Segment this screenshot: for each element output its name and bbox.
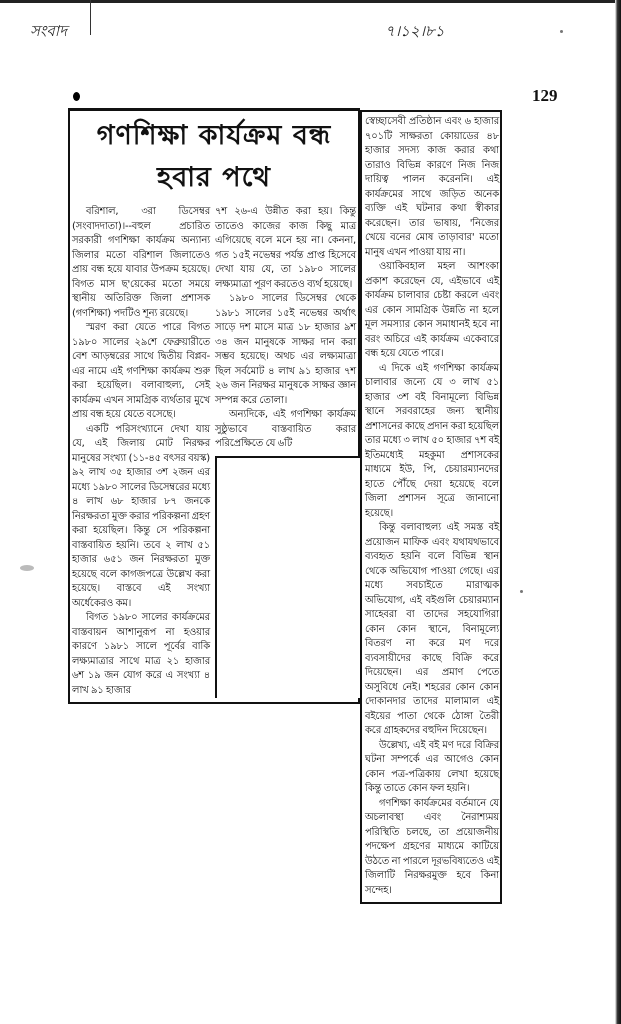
article-column-2-wrap [215,205,356,698]
headline-line-2: হবার পথে [157,162,271,193]
paragraph: অন্যদিকে, এই গণশিক্ষা কার্যক্রম সুষ্ঠুভাবে বাস্তবায়িত করার পরিপ্রেক্ষিতে যে ৬টি [215,409,356,449]
paragraph: স্বেচ্ছাসেবী প্রতিষ্ঠান এবং ৬ হাজার ৭০১টি সাক্ষরতা কোয়াডের ৪৮ হাজার সদস্য কাজ করার কথা তারাও বিভিন্ন কারণে নিজ নিজ দায়িত্ব পালন করেননি। এই কার্যক্রমের সাথে জড়িত অনেক ব্যক্তি এই ঘটনার কথা স্বীকার করেছেন। তার ভাষায়, 'নিজের খেয়ে বনের মোষ তাড়াবার' মতো মানুষ এখন পাওয়া যায় না। [365,116,499,258]
paragraph: ওয়াকিবহাল মহল আশংকা প্রকাশ করেছেন যে, এইভাবে এই কার্যক্রম চালাবার চেষ্টা করলে এবং এর কোন সামগ্রিক উন্নতি না হলে মূল সমস্যার কোন সমাধানই হবে না বরং অচিরে এই কার্যক্রম একেবারে বন্ধ হয়ে যেতে পারে। [365,261,499,359]
scan-noise [20,565,34,571]
margin-line [90,0,91,35]
page-number: 129 [532,86,558,105]
paragraph: এ দিকে এই গণশিক্ষা কার্যক্রম চালাবার জন্যে যে ৩ লাখ ৫১ হাজার ৩শ বই বিনামূল্যে বিভিন্ন স্থানে সরবরাহের জন্য স্থানীয় প্রশাসনের কাছে প্রদান করা হয়েছিল তার মধ্যে ৩ লাখ ৫০ হাজার ৭শ বই ইতিমধ্যেই মহকুমা প্রশাসকের মাধ্যমে ইউ, পি, চেয়ারম্যানদের হাতে পৌঁছে দেয়া হয়েছে বলে জিলা প্রশাসন সূত্রে জানানো হয়েছে। [365,362,499,519]
paragraph: বিগত ১৯৮০ সালের কার্যক্রমের বাস্তবায়ন আশানুরূপ না হওয়ার কারণে ১৯৮১ সালে পূর্বের বাকি লক্ষ্যমাত্রার সাথে মাত্র ২১ হাজার ৬শ ১৯ জন যোগ করে এ সংখ্যা ৪ লাখ ৯১ হাজার [72,612,210,696]
paragraph: গণশিক্ষা কার্যক্রমের বর্তমানে যে অচলাবস্থা এবং নৈরাশ্যময় পরিস্থিতি চলছে, তা প্রয়োজনীয় পদক্ষেপ গ্রহণের মাধ্যমে কাটিয়ে উঠতে না পারলে দূরভবিষ্যতেও এই জিলাটি নিরক্ষরমুক্ত হবে কিনা সন্দেহ। [365,797,499,896]
handwritten-date-note: ৭।১২।৮১ [385,22,445,40]
headline [70,111,358,199]
clipping-part-2 [360,110,502,904]
scan-top-edge [0,0,621,3]
article-column-3 [365,115,499,898]
paragraph: বরিশাল, ৩রা ডিসেম্বর (সংবাদদাতা)।--বহুল প্রচারিত সরকারী গণশিক্ষা কার্যক্রম অন্যান্য জিলার মতো বরিশাল জিলাতেও প্রায় বন্ধ হয়ে যাবার উপক্রম হয়েছে। বিগত মাস ছ'য়েকের মতো সময়ে স্থানীয় অতিরিক্ত জিলা প্রশাসক (গণশিক্ষা) পদটিও শূন্য রয়েছে। [72,206,210,319]
punch-hole-mark [73,92,80,101]
blank-cutout-area [215,456,360,699]
headline-line-1: গণশিক্ষা কার্যক্রম বন্ধ [96,120,332,151]
paragraph: কিন্তু বলাবাহুল্য এই সমস্ত বই প্রয়োজন মাফিক এবং যথাযথভাবে ব্যবহৃত হয়নি বলে বিভিন্ন স্থান থেকে অভিযোগ পাওয়া গেছে। এর মধ্যে সবচাইতে মারাত্মক অভিযোগ, এই বইগুলি চেয়ারম্যান সাহেবরা বা তাদের সহযোগিরা কোন কোন স্থানে, বিনামূল্যে বিতরণ না করে মণ দরে ব্যবসায়ীদের কাছে বিক্রি করে দিয়েছেন। এর প্রমাণ পেতে অসুবিধে নেই। শহরের কোন কোন দোকানদার তাদের মালামাল এই বইয়ের পাতা থেকে ঠোঙ্গা তৈরী করে গ্রাহকদের বহুদিন দিয়েছেন। [365,522,499,736]
scan-noise [520,590,523,593]
clipping-part-1 [68,108,360,704]
paragraph: স্মরণ করা যেতে পারে বিগত ১৯৮০ সালের ২৯শে ফেব্রুয়ারীতে বেশ আড়ম্বরের সাথে দ্বিতীয় বিপ্লব-এর নামে এই গণশিক্ষা কার্যক্রম শুরু করা হয়েছিল। বলাবাহুল্য, সেই কার্যক্রম এখন সামগ্রিক ব্যর্থতার মুখে প্রায় বন্ধ হয়ে যেতে বসেছে। [72,322,210,420]
paragraph: উল্লেখ্য, এই বই মণ দরে বিক্রির ঘটনা সম্পর্কে এর আগেও কোন কোন পত্র-পত্রিকায় লেখা হয়েছে কিন্তু তাতে কোন ফল হয়নি। [365,739,499,794]
scan-noise [560,30,563,33]
paragraph: একটি পরিসংখ্যানে দেখা যায় যে, এই জিলায় মোট নিরক্ষর মানুষের সংখ্যা (১১-৪৫ বৎসর বয়স্ক) ৯২ লাখ ৩৫ হাজার ৩শ ২জন এর মধ্যে ১৯৮০ সালের ডিসেম্বরের মধ্যে ৪ লাখ ৬৮ হাজার ৮৭ জনকে নিরক্ষরতা মুক্ত করার পরিকল্পনা গ্রহণ করা হয়েছিল। কিন্তু সে পরিকল্পনা বাস্তবায়িত হয়নি। তবে ২ লাখ ৫১ হাজার ৬৫১ জন নিরক্ষরতা মুক্ত হয়েছে বলে কাগজপত্রে উল্লেখ করা হয়েছে। বাস্তবে এই সংখ্যা অর্ধেকেরও কম। [72,423,210,609]
scan-right-edge [615,0,621,1024]
article-column-1 [72,205,210,698]
article-columns [70,205,358,698]
handwritten-source-note: সংবাদ [30,22,67,40]
paragraph: ৭শ ২৬-এ উন্নীত করা হয়। কিন্তু তাতেও কাজের কাজ কিছু মাত্র এগিয়েছে বলে মনে হয় না। কেননা, গত ১৫ই নভেম্বর পর্যন্ত প্রাপ্ত হিসেবে দেখা যায় যে, তা ১৯৮০ সালের লক্ষ্যমাত্রা পূরণ করতেও ব্যর্থ হয়েছে। [215,206,356,290]
paragraph: ১৯৮০ সালের ডিসেম্বর থেকে ১৯৮১ সালের ১৫ই নভেম্বর অর্থাৎ সাড়ে দশ মাসে মাত্র ১৮ হাজার ৯শ ৩৪ জন মানুষকে সাক্ষর দান করা সম্ভব হয়েছে। অথচ এর লক্ষ্যমাত্রা ছিল সর্বমোট ৪ লাখ ৯১ হাজার ৭শ ২৬ জন নিরক্ষর মানুষকে সাক্ষর জ্ঞান সম্পন্ন করে তোলা। [215,293,356,406]
article-column-2 [215,205,356,452]
